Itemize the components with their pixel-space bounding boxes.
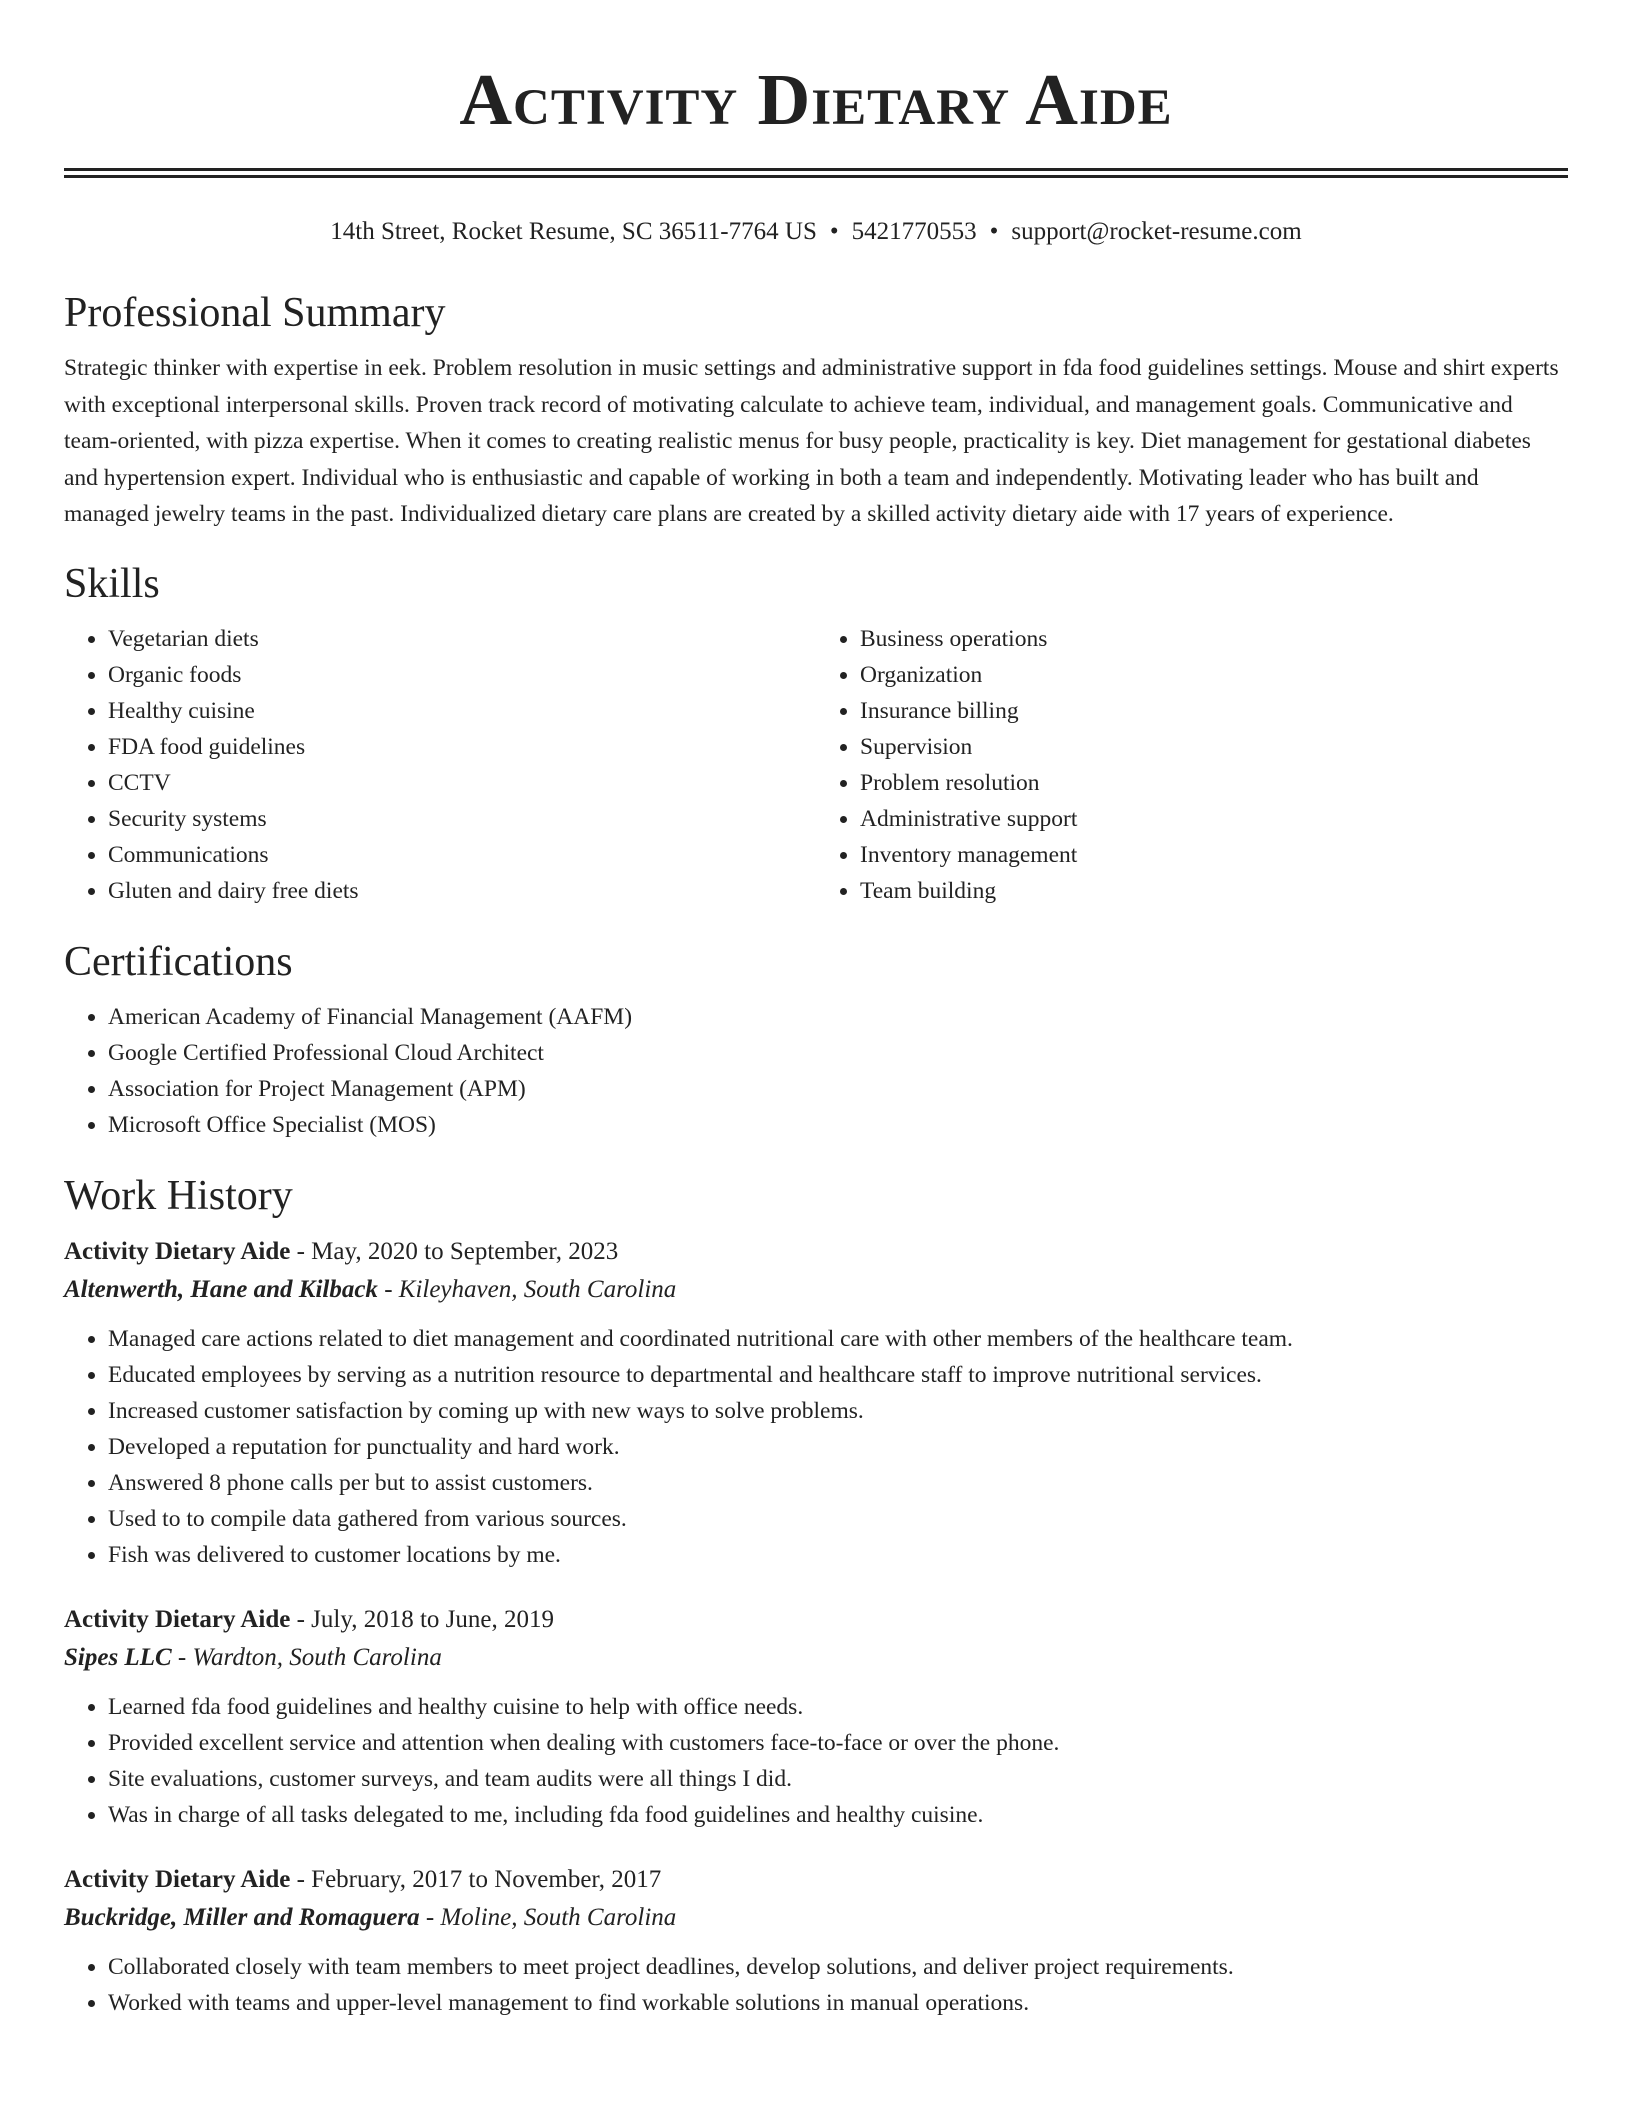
job-entry	[64, 1233, 1568, 1573]
contact-separator: •	[989, 218, 999, 245]
skill-item: • Business operations	[860, 621, 1568, 657]
skill-item: • Vegetarian diets	[108, 621, 816, 657]
job-bullet: • Worked with teams and upper-level management to find workable solutions in manual operations.	[108, 1985, 1568, 2021]
job-company-line	[64, 1639, 1568, 1677]
certification-item: • Microsoft Office Specialist (MOS)	[108, 1107, 1568, 1143]
certification-item: • Association for Project Management (APM)	[108, 1071, 1568, 1107]
job-bullet: • Answered 8 phone calls per but to assist customers.	[108, 1465, 1568, 1501]
skill-item: • FDA food guidelines	[108, 729, 816, 765]
job-bullets	[64, 1321, 1568, 1573]
summary-heading: Professional Summary	[64, 290, 446, 336]
job-bullet: • Managed care actions related to diet management and coordinated nutritional care with other members of the healthcare team.	[108, 1321, 1568, 1357]
candidate-name: Activity Dietary Aide	[459, 59, 1173, 140]
job-title-line	[64, 1233, 1568, 1271]
contact-email: support@rocket-resume.com	[1011, 218, 1302, 245]
skill-item: • Organization	[860, 657, 1568, 693]
job-company-line	[64, 1271, 1568, 1309]
job-title: Activity Dietary Aide	[64, 1865, 291, 1893]
skills-list-right	[816, 621, 1568, 909]
job-bullet: • Developed a reputation for punctuality and hard work.	[108, 1429, 1568, 1465]
job-bullet: • Site evaluations, customer surveys, and team audits were all things I did.	[108, 1761, 1568, 1797]
skill-item: • Organic foods	[108, 657, 816, 693]
job-bullet: • Fish was delivered to customer locations by me.	[108, 1537, 1568, 1573]
job-entry	[64, 1601, 1568, 1833]
double-rule-divider	[64, 168, 1568, 178]
skill-item: • Security systems	[108, 801, 816, 837]
skills-heading: Skills	[64, 560, 160, 607]
skill-item: • Problem resolution	[860, 765, 1568, 801]
skill-item: • Gluten and dairy free diets	[108, 873, 816, 909]
contact-address: 14th Street, Rocket Resume, SC 36511-7764 US	[330, 218, 817, 245]
certification-item: • Google Certified Professional Cloud Architect	[108, 1035, 1568, 1071]
job-bullets	[64, 1689, 1568, 1833]
job-dates: - July, 2018 to June, 2019	[290, 1605, 554, 1633]
job-title-line	[64, 1861, 1568, 1899]
summary-text: Strategic thinker with expertise in eek. Problem resolution in music settings and administrative support in fda food guidelines settings. Mouse and shirt experts with exceptional interpersonal skills. Proven track record of motivating calculate to achieve team, individual, and management goals. Communicative and team-oriented, with pizza expertise. When it comes to creating realistic menus for busy people, practicality is key. Diet management for gestational diabetes and hypertension expert. Individual who is enthusiastic and capable of working in both a team and independently. Motivating leader who has built and managed jewelry teams in the past. Individualized dietary care plans are created by a skilled activity dietary aide with 17 years of experience.	[64, 355, 1559, 527]
job-location: - Kileyhaven, South Carolina	[377, 1275, 677, 1303]
job-bullet: • Collaborated closely with team members to meet project deadlines, develop solutions, and deliver project requirements.	[108, 1949, 1568, 1985]
certification-item: • American Academy of Financial Management (AAFM)	[108, 999, 1568, 1035]
skills-columns	[64, 621, 1568, 909]
skill-item: • Inventory management	[860, 837, 1568, 873]
skill-item: • Healthy cuisine	[108, 693, 816, 729]
certifications-heading: Certifications	[64, 938, 293, 985]
skills-list-left	[64, 621, 816, 909]
contact-phone: 5421770553	[851, 218, 977, 245]
job-title: Activity Dietary Aide	[64, 1237, 291, 1265]
job-bullet: • Provided excellent service and attention when dealing with customers face-to-face or over the phone.	[108, 1725, 1568, 1761]
certifications-list	[64, 999, 1568, 1143]
job-dates: - February, 2017 to November, 2017	[290, 1865, 662, 1893]
skill-item: • Insurance billing	[860, 693, 1568, 729]
skill-item: • Team building	[860, 873, 1568, 909]
job-title-line	[64, 1601, 1568, 1639]
skill-item: • Communications	[108, 837, 816, 873]
job-bullet: • Used to to compile data gathered from various sources.	[108, 1501, 1568, 1537]
job-bullet: • Learned fda food guidelines and healthy cuisine to help with office needs.	[108, 1689, 1568, 1725]
contact-separator: •	[829, 218, 839, 245]
job-location: - Moline, South Carolina	[419, 1903, 677, 1931]
job-company: Altenwerth, Hane and Kilback	[64, 1275, 378, 1303]
job-company-line	[64, 1899, 1568, 1937]
skill-item: • CCTV	[108, 765, 816, 801]
work-history-heading: Work History	[64, 1172, 293, 1219]
job-location: - Wardton, South Carolina	[171, 1643, 442, 1671]
job-bullet: • Increased customer satisfaction by coming up with new ways to solve problems.	[108, 1393, 1568, 1429]
job-dates: - May, 2020 to September, 2023	[290, 1237, 619, 1265]
job-bullet: • Was in charge of all tasks delegated to me, including fda food guidelines and healthy cuisine.	[108, 1797, 1568, 1833]
job-bullet: • Educated employees by serving as a nutrition resource to departmental and healthcare staff to improve nutritional services.	[108, 1357, 1568, 1393]
skill-item: • Administrative support	[860, 801, 1568, 837]
job-bullets	[64, 1949, 1568, 2021]
contact-line	[64, 216, 1568, 248]
job-company: Sipes LLC	[64, 1643, 172, 1671]
skill-item: • Supervision	[860, 729, 1568, 765]
job-title: Activity Dietary Aide	[64, 1605, 291, 1633]
job-entry	[64, 1861, 1568, 2021]
job-company: Buckridge, Miller and Romaguera	[64, 1903, 420, 1931]
